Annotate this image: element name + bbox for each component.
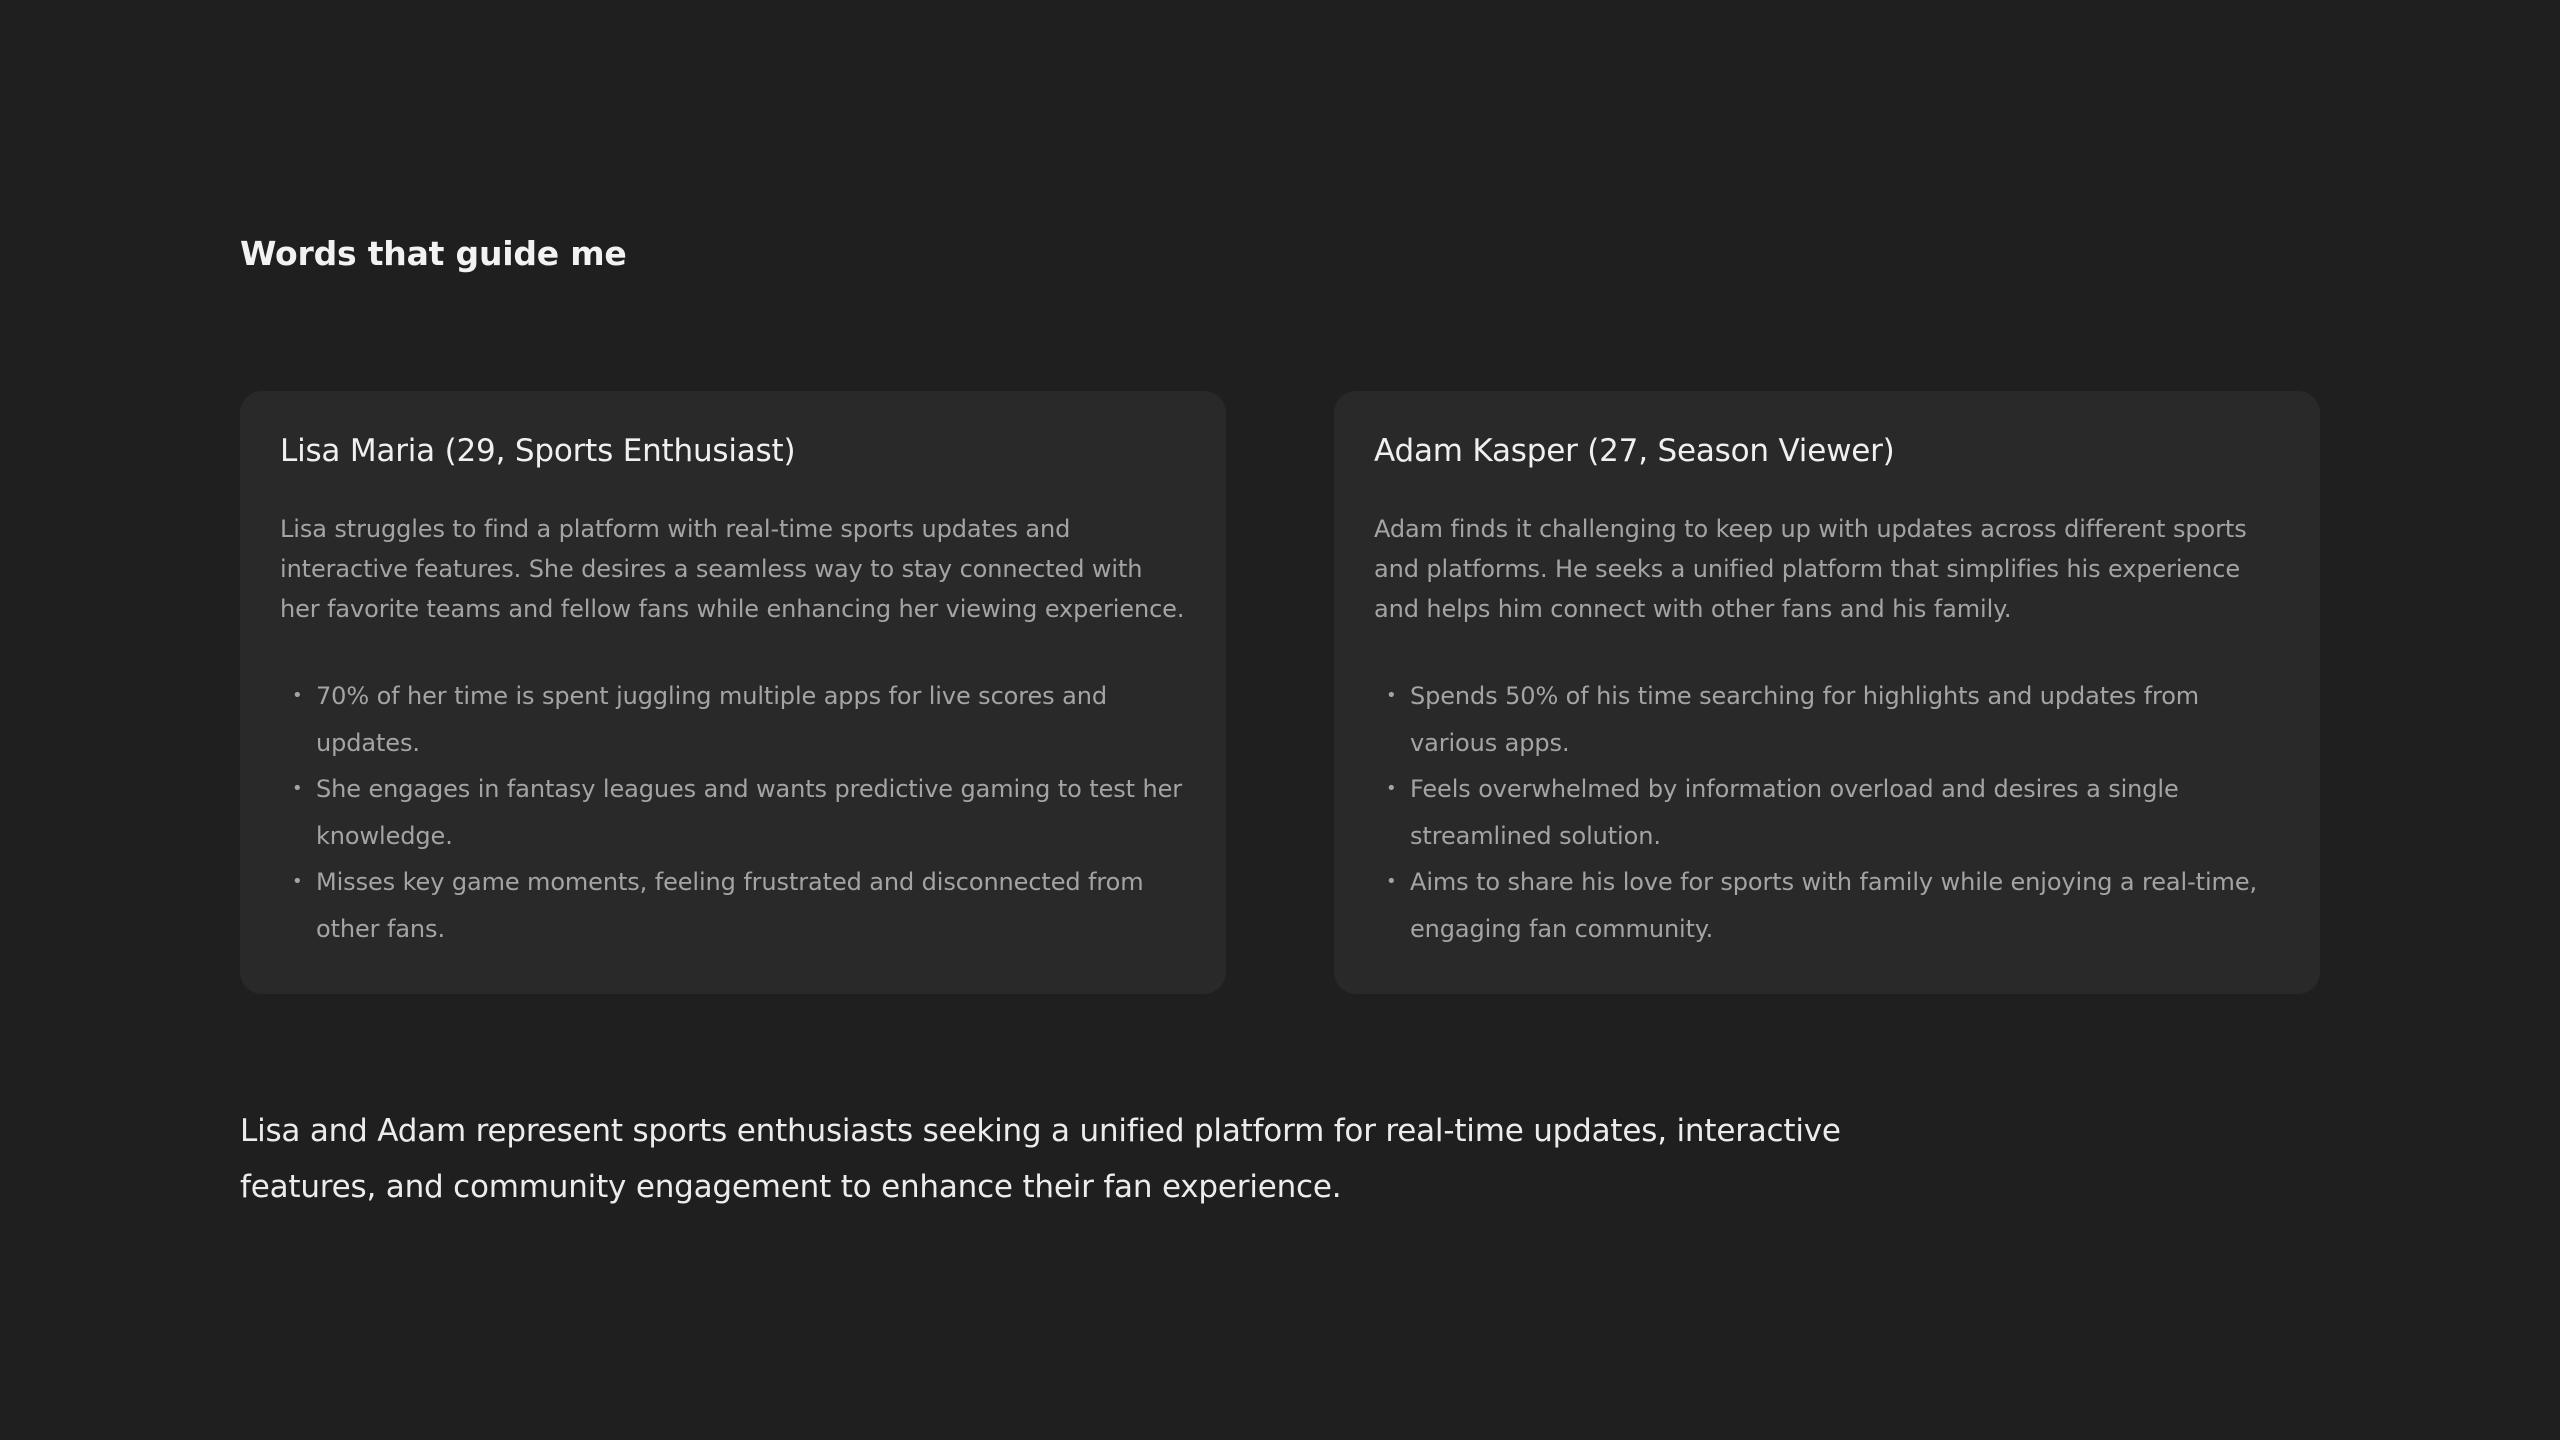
bullet-icon: • — [1386, 685, 1397, 706]
persona-point — [1374, 673, 2282, 766]
persona-summary: Lisa struggles to find a platform with real-time sports updates and interactive features. She desires a seamless way to stay connected with her favorite teams and fellow fans while enhancing her viewing experience. — [280, 515, 1185, 623]
bullet-icon: • — [292, 685, 303, 706]
persona-point-text: 70% of her time is spent juggling multiple apps for live scores and updates. — [316, 682, 1107, 757]
bullet-icon: • — [292, 871, 303, 892]
persona-points — [1374, 673, 2282, 952]
persona-points — [280, 673, 1188, 952]
persona-point — [280, 766, 1188, 859]
section-title: Words that guide me — [240, 234, 627, 273]
persona-section — [240, 0, 2320, 1440]
persona-point — [1374, 766, 2282, 859]
persona-card-lisa — [240, 391, 1226, 994]
bullet-icon: • — [292, 778, 303, 799]
persona-name: Adam Kasper (27, Season Viewer) — [1374, 433, 1895, 469]
persona-cards — [240, 391, 2320, 994]
persona-name: Lisa Maria (29, Sports Enthusiast) — [280, 433, 796, 469]
persona-point-text: Feels overwhelmed by information overload and desires a single streamlined solution. — [1410, 775, 2179, 850]
persona-point-text: Aims to share his love for sports with family while enjoying a real-time, engaging fan community. — [1410, 868, 2258, 943]
persona-point — [280, 673, 1188, 766]
persona-point-text: She engages in fantasy leagues and wants predictive gaming to test her knowledge. — [316, 775, 1183, 850]
persona-point-text: Misses key game moments, feeling frustrated and disconnected from other fans. — [316, 868, 1144, 943]
persona-point — [1374, 859, 2282, 952]
persona-point — [280, 859, 1188, 952]
persona-card-adam — [1334, 391, 2320, 994]
persona-point-text: Spends 50% of his time searching for highlights and updates from various apps. — [1410, 682, 2200, 757]
bullet-icon: • — [1386, 871, 1397, 892]
bullet-icon: • — [1386, 778, 1397, 799]
persona-summary: Adam finds it challenging to keep up with updates across different sports and platforms. He seeks a unified platform that simplifies his experience and helps him connect with other fans and his family. — [1374, 515, 2247, 623]
conclusion-text: Lisa and Adam represent sports enthusiasts seeking a unified platform for real-time updates, interactive features, and community engagement to enhance their fan experience. — [240, 1113, 1841, 1205]
